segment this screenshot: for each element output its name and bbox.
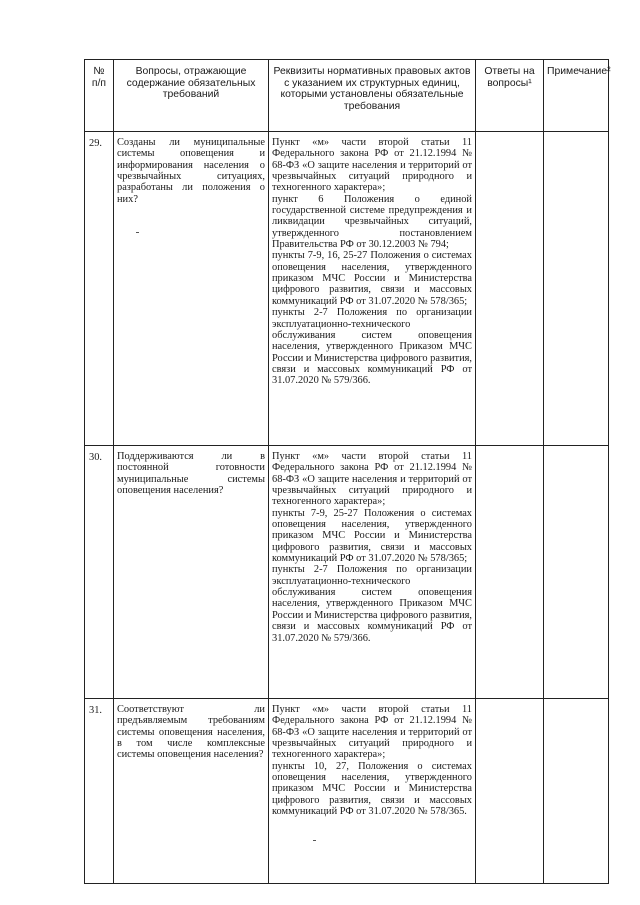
header-note: Примечание² xyxy=(544,60,609,132)
row-answer-cell[interactable] xyxy=(476,446,544,699)
scan-speck xyxy=(313,840,316,841)
requisite-item: пункты 10, 27, Положения о системах оповещения населения, утвержденного приказом МЧС России и Министерства цифрового развития, связи и массовых коммуникаций РФ от 31.07.2020 № 578/365. xyxy=(272,760,472,818)
header-answers: Ответы на вопросы¹ xyxy=(476,60,544,132)
table-header-row xyxy=(85,60,609,132)
header-requisites: Реквизиты нормативных правовых актов с указанием их структурных единиц, которыми установлены обязательные требования xyxy=(269,60,476,132)
row-number: 29. xyxy=(85,132,114,446)
requisite-item: пункты 2-7 Положения по организации эксплуатационно-технического обслуживания систем оповещения населения, утвержденного Приказом МЧС России и Министерства цифрового развития, связи и массовых коммуникаций РФ от 31.07.2020 № 579/366. xyxy=(272,307,473,387)
requisite-item: пункт 6 Положения о единой государственной системе предупреждения и ликвидации чрезвычайных ситуаций, утвержденного постановлением Правительства РФ от 30.12.2003 № 794; xyxy=(272,193,472,251)
row-answer-cell[interactable] xyxy=(476,132,544,446)
row-requisites xyxy=(269,699,476,884)
row-question: Созданы ли муниципальные системы оповещения и информирования населения о чрезвычайных ситуациях, разработаны ли положения о них? xyxy=(114,132,269,446)
table-row xyxy=(85,699,609,884)
row-question: Соответствуют ли предъявляемым требованиям системы оповещения населения, в том числе комплексные системы оповещения населения? xyxy=(114,699,269,884)
requisite-item: пункты 7-9, 16, 25-27 Положения о системах оповещения населения, утвержденного приказом МЧС России и Министерства цифрового развития, связи и массовых коммуникаций РФ от 31.07.2020 № 578/365; xyxy=(272,250,472,307)
scan-speck xyxy=(136,232,139,233)
row-note-cell[interactable] xyxy=(544,446,609,699)
row-question: Поддерживаются ли в постоянной готовности муниципальные системы оповещения населения? xyxy=(114,446,269,699)
table-row xyxy=(85,446,609,699)
requirements-table xyxy=(84,59,609,884)
header-question: Вопросы, отражающие содержание обязательных требований xyxy=(114,60,269,132)
requisite-item: Пункт «м» части второй статьи 11 Федерального закона РФ от 21.12.1994 № 68-ФЗ «О защите населения и территорий от чрезвычайных ситуаций природного и техногенного характера»; xyxy=(272,704,472,761)
requisite-item: пункты 2-7 Положения по организации эксплуатационно-технического обслуживания систем оповещения населения, утвержденного Приказом МЧС России и Министерства цифрового развития, связи и массовых коммуникаций РФ от 31.07.2020 № 579/366. xyxy=(272,564,473,644)
row-number: 30. xyxy=(85,446,114,699)
requisite-item: Пункт «м» части второй статьи 11 Федерального закона РФ от 21.12.1994 № 68-ФЗ «О защите населения и территорий от чрезвычайных ситуаций природного и техногенного характера»; xyxy=(272,137,472,194)
table-row xyxy=(85,132,609,446)
row-requisites xyxy=(269,446,476,699)
requisite-item: пункты 7-9, 25-27 Положения о системах оповещения населения, утвержденного приказом МЧС России и Министерства цифрового развития, связи и массовых коммуникаций РФ от 31.07.2020 № 578/365; xyxy=(272,507,472,565)
row-requisites xyxy=(269,132,476,446)
requisite-item: Пункт «м» части второй статьи 11 Федерального закона РФ от 21.12.1994 № 68-ФЗ «О защите населения и территорий от чрезвычайных ситуаций природного и техногенного характера»; xyxy=(272,451,472,508)
row-number: 31. xyxy=(85,699,114,884)
header-num: № п/п xyxy=(85,60,114,132)
row-answer-cell[interactable] xyxy=(476,699,544,884)
row-note-cell[interactable] xyxy=(544,132,609,446)
row-note-cell[interactable] xyxy=(544,699,609,884)
